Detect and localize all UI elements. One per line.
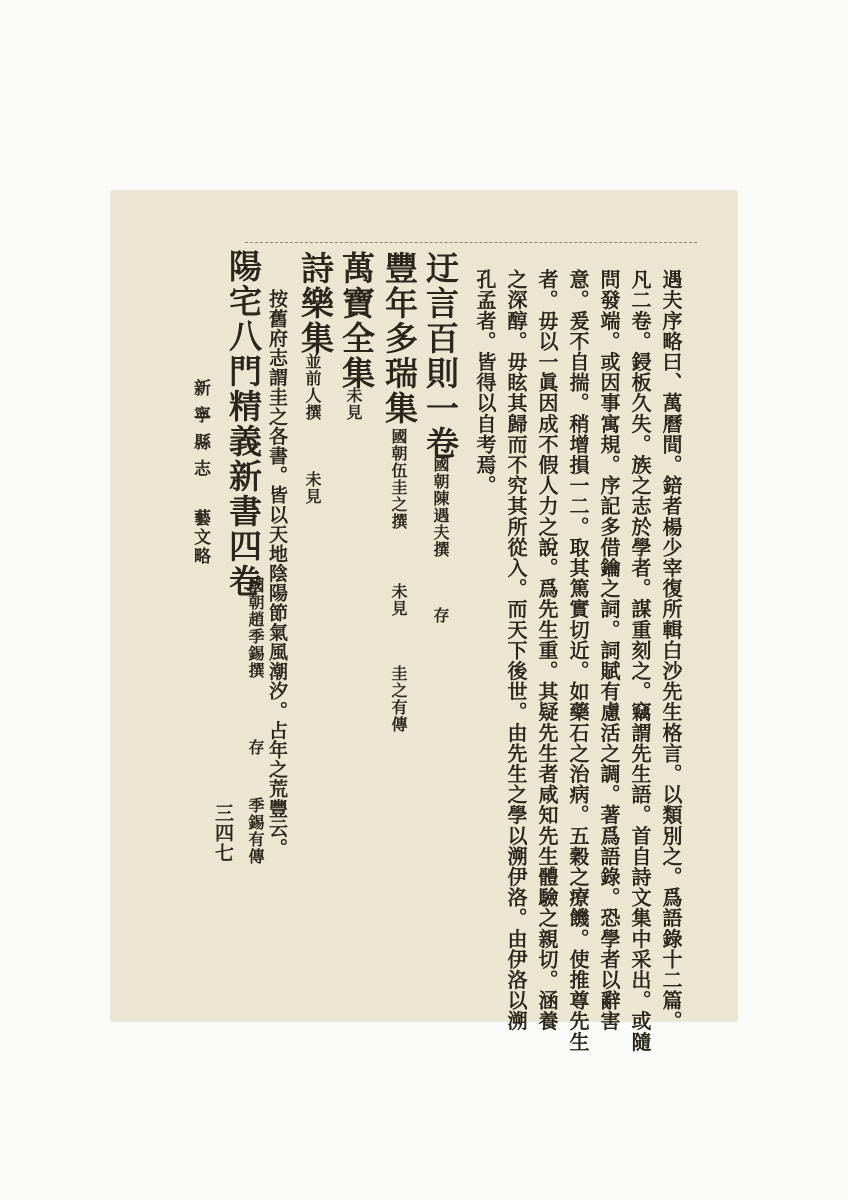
book-bio-5: 季錫有傳 (246, 797, 265, 865)
document-page (111, 191, 737, 1052)
book-author-5: 國朝趙季錫撰 (246, 577, 265, 679)
text-column-2: 凡二卷。鋟板久失。族之志於學者。謀重刻之。竊謂先生語。首自詩文集中采出。或隨 (628, 269, 652, 1052)
text-column-5: 者。毋以一眞因成不假人力之說。爲先生重。其疑先生者咸知先生體驗之親切。涵養 (535, 269, 559, 1032)
note-line: 按舊府志謂圭之各書。皆以天地陰陽節氣風潮汐。占年之荒豐云。 (266, 289, 288, 858)
book-note-3: 未見 (344, 387, 363, 421)
book-title-5: 陽宅八門精義新書四卷 (224, 249, 263, 599)
book-title-2: 豐年多瑞集 (380, 251, 419, 426)
page-number: 三四七 (212, 803, 234, 863)
text-column-6: 之深醇。毋眩其歸而不究其所從入。而天下後世。由先生之學以溯伊洛。由伊洛以溯 (504, 269, 528, 1032)
book-status-5: 存 (246, 739, 265, 756)
book-author-1: 國朝陳遇夫撰 (431, 456, 450, 558)
top-rule (245, 242, 697, 243)
book-title-3: 萬寶全集 (337, 251, 376, 391)
text-column-3: 問發端。或因事寓規。序記多借鑰之詞。詞賦有慮活之調。著爲語錄。恐學者以辭害 (597, 269, 621, 1032)
book-note-4: 並前人撰 (303, 353, 322, 421)
running-header-section: 藝文略 (190, 509, 210, 566)
running-header-title: 新 寧 縣 志 (190, 379, 210, 479)
book-status-1: 存 (431, 607, 450, 624)
text-column-1: 遇夫序略曰、萬曆間。錇者楊少宰復所輯白沙先生格言。以類別之。爲語錄十二篇。 (659, 269, 683, 1032)
book-bio-2: 圭之有傳 (389, 665, 408, 733)
book-status-4: 未見 (303, 471, 322, 505)
book-status-2: 未見 (389, 583, 408, 617)
text-column-7: 孔孟者。皆得以自考焉。 (473, 269, 497, 496)
text-column-4: 意。爰不自揣。稍增損一二。取其篤實切近。如藥石之治病。五穀之療饑。使推尊先生 (566, 269, 590, 1052)
book-title-1: 迂言百則一卷 (421, 251, 460, 461)
book-author-2: 國朝伍圭之撰 (389, 428, 408, 530)
book-title-4: 詩樂集 (296, 251, 335, 356)
